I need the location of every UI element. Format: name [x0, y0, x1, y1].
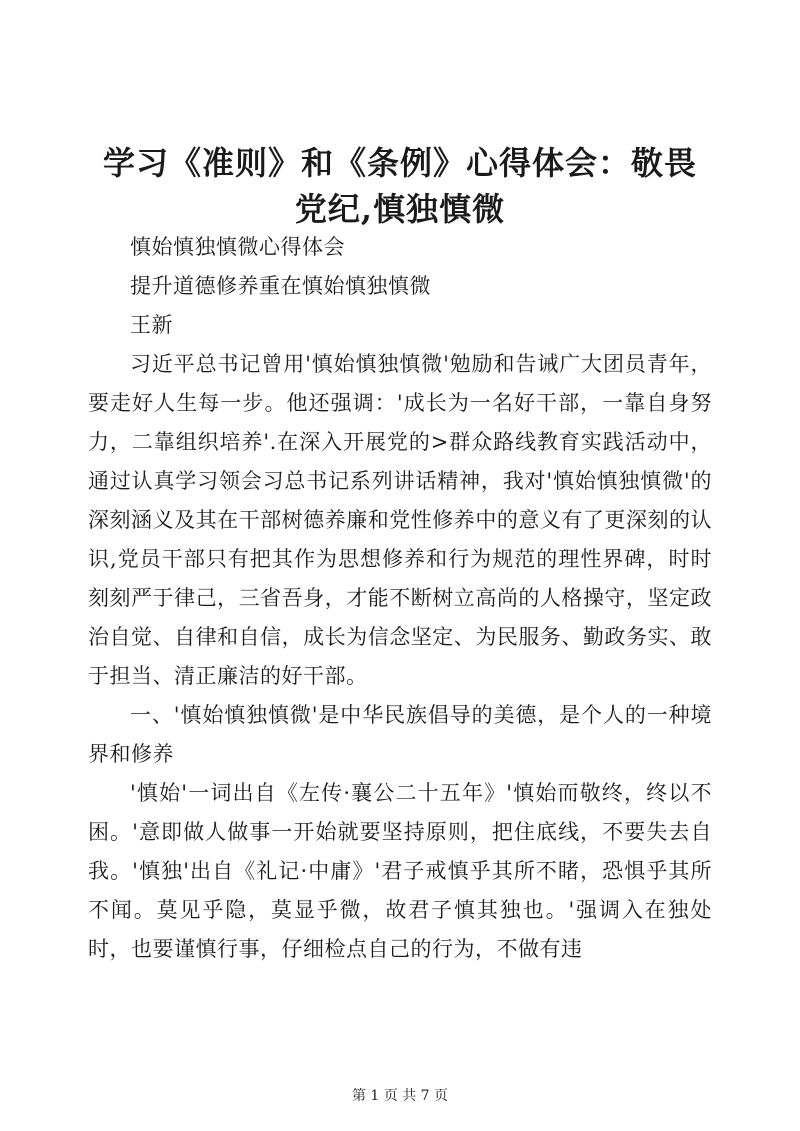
paragraph: 习近平总书记曾用'慎始慎独慎微'勉励和告诫广大团员青年，要走好人生每一步。他还强调：'成长为一名好干部，一靠自身努力，二靠组织培养'.在深入开展党的>群众路线教育实践活动中，通过认真学习领会习总书记系列讲话精神，我对'慎始慎独慎微'的深刻涵义及其在干部树德养廉和党性修养中的意义有了更深刻的认识,党员干部只有把其作为思想修养和行为规范的理性界碑，时时刻刻严于律己，三省吾身，才能不断树立高尚的人格操守，坚定政治自觉、自律和自信，成长为信念坚定、为民服务、勤政务实、敢于担当、清正廉洁的好干部。 [88, 352, 712, 688]
paragraph: '慎始'一词出自《左传·襄公二十五年》'慎始而敬终，终以不困。'意即做人做事一开始就要坚持原则，把住底线，不要失去自我。'慎独'出自《礼记·中庸》'君子戒慎乎其所不睹，恐惧乎其所不闻。莫见乎隐，莫显乎微，故君子慎其独也。'强调入在独处时，也要谨慎行事，仔细检点自己的行为，不做有违 [88, 781, 712, 961]
paragraph-subtitle-2: 提升道德修养重在慎始慎独慎微 [130, 274, 431, 298]
page-footer: 第 1 页 共 7 页 [351, 1088, 449, 1104]
document-title: 学习《准则》和《条例》心得体会：敬畏党纪,慎独慎微 [102, 144, 697, 228]
paragraph-author: 王新 [130, 313, 173, 337]
document-body [88, 228, 712, 969]
paragraph-subtitle-1: 慎始慎独慎微心得体会 [130, 235, 345, 259]
section-heading: 一、'慎始慎独慎微'是中华民族倡导的美德，是个人的一种境界和修养 [88, 703, 712, 766]
